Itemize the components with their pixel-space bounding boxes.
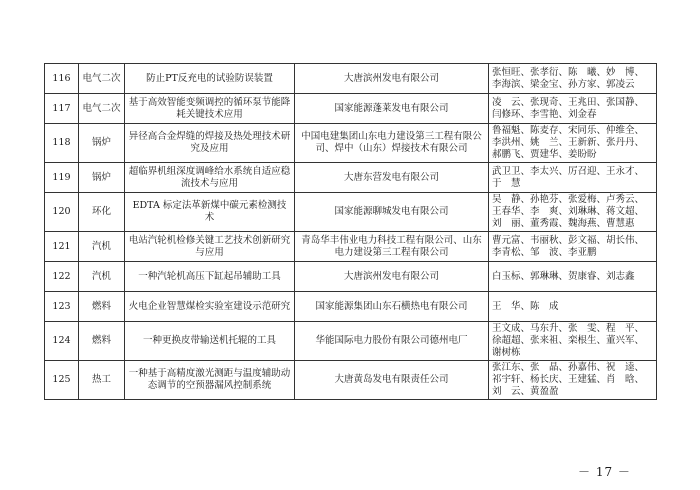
row-title: 一种汽轮机高压下缸起吊辅助工具 (125, 262, 295, 292)
row-unit: 大唐滨州发电有限公司 (295, 64, 489, 94)
row-title: 一种更换皮带输送机托辊的工具 (125, 322, 295, 361)
row-major: 环化 (79, 193, 125, 232)
row-people: 白玉标、郭琳琳、贺康睿、刘志鑫 (489, 262, 657, 292)
table-row (45, 361, 657, 400)
row-major: 锅炉 (79, 124, 125, 163)
row-title: 火电企业智慧煤检实验室建设示范研究 (125, 292, 295, 322)
table-row (45, 322, 657, 361)
row-unit: 华能国际电力股份有限公司德州电厂 (295, 322, 489, 361)
row-people: 凌 云、张现奇、王兆田、张国静、闫修环、李雪艳、刘金春 (489, 94, 657, 124)
row-people: 张恒旺、张孝衍、陈 曦、妙 博、李海滨、梁金宝、孙方家、郭凌云 (489, 64, 657, 94)
row-unit: 大唐东营发电有限公司 (295, 163, 489, 193)
row-people: 鲁福魁、陈麦存、宋同乐、仲维全、李洪州、姚 兰、王新新、张丹丹、郝鹏飞、贾建华、姜盼盼 (489, 124, 657, 163)
table-row (45, 94, 657, 124)
page-number: － 17 － (578, 465, 631, 479)
row-major: 汽机 (79, 262, 125, 292)
row-title: 基于高效智能变频调控的循环泵节能降耗关键技术应用 (125, 94, 295, 124)
row-people: 武卫卫、李太兴、厉召迎、王永才、于 慧 (489, 163, 657, 193)
row-title: 异径高合金焊缝的焊接及热处理技术研究及应用 (125, 124, 295, 163)
row-number: 122 (45, 262, 79, 292)
award-table (44, 63, 657, 400)
row-number: 119 (45, 163, 79, 193)
row-people: 吴 静、孙艳芬、张爱梅、卢秀云、王春华、李 爽、刘琳琳、蒋文超、刘 丽、董秀霞、魏海燕、曹慧惠 (489, 193, 657, 232)
table-row (45, 163, 657, 193)
row-unit: 大唐滨州发电有限公司 (295, 262, 489, 292)
row-title: 电站汽轮机检修关键工艺技术创新研究与应用 (125, 232, 295, 262)
row-number: 125 (45, 361, 79, 400)
row-number: 121 (45, 232, 79, 262)
row-major: 热工 (79, 361, 125, 400)
table-row (45, 124, 657, 163)
row-unit: 国家能源聊城发电有限公司 (295, 193, 489, 232)
row-number: 123 (45, 292, 79, 322)
row-people: 王文成、马东升、张 雯、程 平、徐超超、张来祖、栾根生、董兴军、谢树栋 (489, 322, 657, 361)
row-major: 燃料 (79, 322, 125, 361)
table-row (45, 262, 657, 292)
row-unit: 青岛华丰伟业电力科技工程有限公司、山东电力建设第三工程有限公司 (295, 232, 489, 262)
row-people: 王 华、陈 成 (489, 292, 657, 322)
row-title: EDTA 标定法革新煤中碳元素检测技术 (125, 193, 295, 232)
row-major: 电气二次 (79, 64, 125, 94)
row-unit: 大唐黄岛发电有限责任公司 (295, 361, 489, 400)
row-title: 防止PT反充电的试验防误装置 (125, 64, 295, 94)
row-unit: 国家能源集团山东石横热电有限公司 (295, 292, 489, 322)
row-unit: 中国电建集团山东电力建设第三工程有限公司、焊中（山东）焊接技术有限公司 (295, 124, 489, 163)
row-major: 电气二次 (79, 94, 125, 124)
table-row (45, 64, 657, 94)
row-major: 锅炉 (79, 163, 125, 193)
row-unit: 国家能源蓬莱发电有限公司 (295, 94, 489, 124)
row-title: 超临界机组深度调峰给水系统自适应稳流技术与应用 (125, 163, 295, 193)
table-row (45, 292, 657, 322)
table-row (45, 193, 657, 232)
table-row (45, 232, 657, 262)
row-major: 汽机 (79, 232, 125, 262)
row-number: 116 (45, 64, 79, 94)
row-people: 张江东、张 晶、孙嘉伟、祝 逵、祁宇轩、杨长庆、王建猛、肖 晗、刘 云、黄盈盈 (489, 361, 657, 400)
row-people: 曹元富、韦丽秋、彭文福、胡长伟、李青松、邹 波、李亚鹏 (489, 232, 657, 262)
row-major: 燃料 (79, 292, 125, 322)
row-title: 一种基于高精度激光测距与温度辅助动态调节的空预器漏风控制系统 (125, 361, 295, 400)
row-number: 120 (45, 193, 79, 232)
row-number: 118 (45, 124, 79, 163)
row-number: 124 (45, 322, 79, 361)
row-number: 117 (45, 94, 79, 124)
